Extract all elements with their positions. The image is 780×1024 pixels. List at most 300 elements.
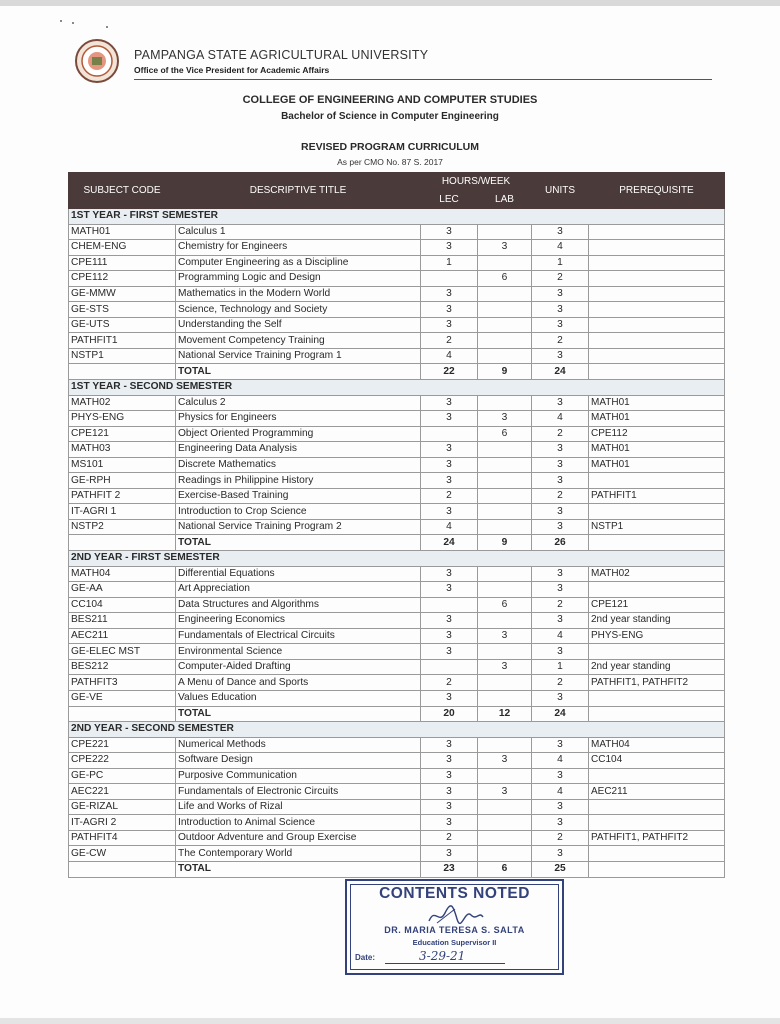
subject-code: PATHFIT1 — [69, 333, 176, 349]
units: 3 — [532, 519, 589, 535]
total-lec: 20 — [421, 706, 478, 722]
col-subject-code: SUBJECT CODE — [69, 173, 176, 209]
descriptive-title: Environmental Science — [176, 644, 421, 660]
lab-hours: 3 — [478, 240, 532, 256]
scan-specks — [58, 18, 118, 38]
descriptive-title: Readings in Philippine History — [176, 473, 421, 489]
prerequisite — [589, 255, 725, 271]
course-row — [69, 846, 725, 862]
lec-hours: 3 — [421, 224, 478, 240]
subject-code: CHEM-ENG — [69, 240, 176, 256]
subject-code: BES212 — [69, 659, 176, 675]
lec-hours — [421, 426, 478, 442]
course-row — [69, 613, 725, 629]
prerequisite — [589, 690, 725, 706]
units: 2 — [532, 830, 589, 846]
prerequisite — [589, 286, 725, 302]
course-row — [69, 784, 725, 800]
prerequisite: MATH01 — [589, 411, 725, 427]
total-lab: 9 — [478, 535, 532, 551]
lec-hours: 3 — [421, 302, 478, 318]
program-name: Bachelor of Science in Computer Engineering — [281, 111, 499, 122]
subject-code: CPE112 — [69, 271, 176, 287]
subject-code: NSTP2 — [69, 519, 176, 535]
stamp-signatory-name: DR. MARIA TERESA S. SALTA — [384, 925, 525, 935]
descriptive-title: Differential Equations — [176, 566, 421, 582]
lab-hours: 3 — [478, 628, 532, 644]
lec-hours: 2 — [421, 488, 478, 504]
semester-title: 2ND YEAR - SECOND SEMESTER — [69, 722, 725, 738]
prerequisite: MATH01 — [589, 395, 725, 411]
prerequisite: CC104 — [589, 753, 725, 769]
university-seal-icon — [72, 38, 122, 84]
course-row — [69, 255, 725, 271]
course-row — [69, 675, 725, 691]
units: 4 — [532, 628, 589, 644]
descriptive-title: Data Structures and Algorithms — [176, 597, 421, 613]
lec-hours: 3 — [421, 799, 478, 815]
descriptive-title: Life and Works of Rizal — [176, 799, 421, 815]
lec-hours: 3 — [421, 442, 478, 458]
prerequisite: 2nd year standing — [589, 659, 725, 675]
lec-hours: 3 — [421, 457, 478, 473]
course-row — [69, 830, 725, 846]
descriptive-title: Purposive Communication — [176, 768, 421, 784]
descriptive-title: Science, Technology and Society — [176, 302, 421, 318]
lec-hours: 3 — [421, 504, 478, 520]
lec-hours: 4 — [421, 519, 478, 535]
lec-hours: 1 — [421, 255, 478, 271]
letterhead — [72, 38, 712, 83]
prerequisite: MATH02 — [589, 566, 725, 582]
col-hours-week: HOURS/WEEK — [421, 173, 532, 192]
units: 2 — [532, 426, 589, 442]
units: 3 — [532, 815, 589, 831]
lec-hours: 3 — [421, 395, 478, 411]
units: 3 — [532, 582, 589, 598]
descriptive-title: Discrete Mathematics — [176, 457, 421, 473]
subject-code: GE-RPH — [69, 473, 176, 489]
subject-code: PATHFIT 2 — [69, 488, 176, 504]
lec-hours: 3 — [421, 317, 478, 333]
subject-code: MS101 — [69, 457, 176, 473]
total-lab: 12 — [478, 706, 532, 722]
course-row — [69, 815, 725, 831]
total-blank — [589, 861, 725, 877]
header-rule — [134, 79, 712, 80]
total-lec: 24 — [421, 535, 478, 551]
total-blank — [69, 364, 176, 380]
subject-code: CPE121 — [69, 426, 176, 442]
units: 2 — [532, 488, 589, 504]
prerequisite — [589, 302, 725, 318]
lec-hours: 3 — [421, 768, 478, 784]
lab-hours — [478, 395, 532, 411]
total-blank — [69, 861, 176, 877]
lab-hours — [478, 473, 532, 489]
prerequisite: MATH04 — [589, 737, 725, 753]
course-row — [69, 426, 725, 442]
course-row — [69, 519, 725, 535]
lec-hours: 3 — [421, 240, 478, 256]
semester-header-row — [69, 380, 725, 396]
lab-hours — [478, 644, 532, 660]
units: 3 — [532, 566, 589, 582]
lec-hours: 3 — [421, 286, 478, 302]
subject-code: GE-UTS — [69, 317, 176, 333]
course-row — [69, 644, 725, 660]
prerequisite: CPE112 — [589, 426, 725, 442]
units: 3 — [532, 768, 589, 784]
total-units: 24 — [532, 706, 589, 722]
lab-hours — [478, 675, 532, 691]
descriptive-title: Introduction to Crop Science — [176, 504, 421, 520]
subject-code: AEC221 — [69, 784, 176, 800]
stamp-date-line — [385, 963, 505, 964]
lec-hours — [421, 659, 478, 675]
units: 3 — [532, 846, 589, 862]
units: 4 — [532, 411, 589, 427]
descriptive-title: National Service Training Program 1 — [176, 348, 421, 364]
descriptive-title: Movement Competency Training — [176, 333, 421, 349]
subject-code: GE-MMW — [69, 286, 176, 302]
descriptive-title: Calculus 2 — [176, 395, 421, 411]
lab-hours — [478, 613, 532, 629]
prerequisite — [589, 240, 725, 256]
total-lab: 6 — [478, 861, 532, 877]
units: 3 — [532, 442, 589, 458]
semester-header-row — [69, 551, 725, 567]
prerequisite — [589, 473, 725, 489]
total-blank — [69, 535, 176, 551]
course-row — [69, 768, 725, 784]
lab-hours — [478, 737, 532, 753]
descriptive-title: National Service Training Program 2 — [176, 519, 421, 535]
stamp-title: CONTENTS NOTED — [379, 885, 530, 902]
course-row — [69, 799, 725, 815]
units: 3 — [532, 613, 589, 629]
descriptive-title: Engineering Economics — [176, 613, 421, 629]
units: 3 — [532, 504, 589, 520]
course-row — [69, 659, 725, 675]
course-row — [69, 597, 725, 613]
prerequisite — [589, 846, 725, 862]
units: 3 — [532, 473, 589, 489]
subject-code: CC104 — [69, 597, 176, 613]
subject-code: NSTP1 — [69, 348, 176, 364]
descriptive-title: Physics for Engineers — [176, 411, 421, 427]
course-row — [69, 302, 725, 318]
scan-edge-bottom — [0, 1018, 780, 1024]
descriptive-title: Introduction to Animal Science — [176, 815, 421, 831]
lab-hours — [478, 830, 532, 846]
subject-code: BES211 — [69, 613, 176, 629]
lab-hours: 6 — [478, 426, 532, 442]
lab-hours: 6 — [478, 597, 532, 613]
subject-code: CPE111 — [69, 255, 176, 271]
subject-code: GE-AA — [69, 582, 176, 598]
units: 3 — [532, 302, 589, 318]
descriptive-title: A Menu of Dance and Sports — [176, 675, 421, 691]
prerequisite — [589, 768, 725, 784]
descriptive-title: Numerical Methods — [176, 737, 421, 753]
prerequisite — [589, 644, 725, 660]
course-row — [69, 473, 725, 489]
course-row — [69, 317, 725, 333]
prerequisite — [589, 317, 725, 333]
total-label: TOTAL — [176, 706, 421, 722]
units: 3 — [532, 690, 589, 706]
lab-hours — [478, 690, 532, 706]
total-lec: 22 — [421, 364, 478, 380]
prerequisite: MATH01 — [589, 442, 725, 458]
units: 3 — [532, 224, 589, 240]
subject-code: MATH03 — [69, 442, 176, 458]
lab-hours — [478, 286, 532, 302]
lec-hours: 2 — [421, 830, 478, 846]
lec-hours: 4 — [421, 348, 478, 364]
prerequisite — [589, 582, 725, 598]
units: 4 — [532, 784, 589, 800]
descriptive-title: Computer-Aided Drafting — [176, 659, 421, 675]
course-row — [69, 737, 725, 753]
university-name: PAMPANGA STATE AGRICULTURAL UNIVERSITY — [134, 48, 429, 62]
course-row — [69, 224, 725, 240]
units: 3 — [532, 317, 589, 333]
total-units: 25 — [532, 861, 589, 877]
col-units: UNITS — [532, 173, 589, 209]
lec-hours: 3 — [421, 815, 478, 831]
semester-header-row — [69, 722, 725, 738]
subject-code: MATH01 — [69, 224, 176, 240]
subject-code: GE-RIZAL — [69, 799, 176, 815]
subject-code: GE-STS — [69, 302, 176, 318]
lab-hours: 3 — [478, 659, 532, 675]
descriptive-title: Fundamentals of Electrical Circuits — [176, 628, 421, 644]
semester-title: 2ND YEAR - FIRST SEMESTER — [69, 551, 725, 567]
units: 3 — [532, 737, 589, 753]
total-blank — [69, 706, 176, 722]
course-row — [69, 333, 725, 349]
course-row — [69, 690, 725, 706]
prerequisite — [589, 348, 725, 364]
semester-total-row — [69, 706, 725, 722]
units: 3 — [532, 644, 589, 660]
stamp-date-label: Date: — [355, 953, 376, 962]
total-lab: 9 — [478, 364, 532, 380]
total-label: TOTAL — [176, 535, 421, 551]
course-row — [69, 240, 725, 256]
course-row — [69, 753, 725, 769]
total-units: 26 — [532, 535, 589, 551]
total-blank — [589, 706, 725, 722]
course-row — [69, 504, 725, 520]
lab-hours — [478, 582, 532, 598]
descriptive-title: Exercise-Based Training — [176, 488, 421, 504]
units: 1 — [532, 255, 589, 271]
descriptive-title: Programming Logic and Design — [176, 271, 421, 287]
subject-code: CPE221 — [69, 737, 176, 753]
course-row — [69, 442, 725, 458]
subject-code: GE-ELEC MST — [69, 644, 176, 660]
lec-hours: 3 — [421, 644, 478, 660]
prerequisite: PATHFIT1, PATHFIT2 — [589, 675, 725, 691]
lec-hours: 2 — [421, 675, 478, 691]
lec-hours: 3 — [421, 473, 478, 489]
prerequisite: CPE121 — [589, 597, 725, 613]
descriptive-title: Understanding the Self — [176, 317, 421, 333]
prerequisite — [589, 799, 725, 815]
lab-hours: 3 — [478, 411, 532, 427]
subject-code: GE-CW — [69, 846, 176, 862]
col-prerequisite: PREREQUISITE — [589, 173, 725, 209]
signature-icon — [425, 903, 485, 927]
lab-hours: 6 — [478, 271, 532, 287]
col-lec: LEC — [421, 192, 478, 209]
lab-hours — [478, 815, 532, 831]
total-lec: 23 — [421, 861, 478, 877]
lab-hours — [478, 799, 532, 815]
descriptive-title: Computer Engineering as a Discipline — [176, 255, 421, 271]
descriptive-title: Software Design — [176, 753, 421, 769]
lab-hours — [478, 348, 532, 364]
col-lab: LAB — [478, 192, 532, 209]
lec-hours: 3 — [421, 846, 478, 862]
lab-hours — [478, 317, 532, 333]
course-row — [69, 488, 725, 504]
subject-code: PATHFIT3 — [69, 675, 176, 691]
lec-hours: 3 — [421, 582, 478, 598]
prerequisite — [589, 504, 725, 520]
lec-hours: 2 — [421, 333, 478, 349]
course-row — [69, 457, 725, 473]
subject-code: GE-PC — [69, 768, 176, 784]
lec-hours: 3 — [421, 628, 478, 644]
office-name: Office of the Vice President for Academic Affairs — [134, 65, 330, 75]
course-row — [69, 348, 725, 364]
units: 3 — [532, 286, 589, 302]
semester-total-row — [69, 861, 725, 877]
descriptive-title: Engineering Data Analysis — [176, 442, 421, 458]
lec-hours: 3 — [421, 784, 478, 800]
lab-hours — [478, 566, 532, 582]
prerequisite: MATH01 — [589, 457, 725, 473]
course-row — [69, 628, 725, 644]
course-row — [69, 411, 725, 427]
stamp-signatory-role: Education Supervisor II — [412, 938, 497, 947]
lec-hours — [421, 271, 478, 287]
course-row — [69, 566, 725, 582]
prerequisite: NSTP1 — [589, 519, 725, 535]
lab-hours: 3 — [478, 784, 532, 800]
units: 3 — [532, 457, 589, 473]
college-name: COLLEGE OF ENGINEERING AND COMPUTER STUDIES — [242, 94, 538, 106]
lab-hours — [478, 768, 532, 784]
prerequisite: PATHFIT1, PATHFIT2 — [589, 830, 725, 846]
lec-hours: 3 — [421, 753, 478, 769]
total-blank — [589, 535, 725, 551]
subject-code: IT-AGRI 2 — [69, 815, 176, 831]
document-title: REVISED PROGRAM CURRICULUM — [301, 141, 479, 153]
course-row — [69, 286, 725, 302]
units: 4 — [532, 240, 589, 256]
descriptive-title: Mathematics in the Modern World — [176, 286, 421, 302]
semester-title: 1ST YEAR - FIRST SEMESTER — [69, 209, 725, 225]
prerequisite — [589, 333, 725, 349]
units: 3 — [532, 799, 589, 815]
semester-header-row — [69, 209, 725, 225]
prerequisite: AEC211 — [589, 784, 725, 800]
semester-total-row — [69, 364, 725, 380]
lab-hours: 3 — [478, 753, 532, 769]
lab-hours — [478, 457, 532, 473]
lab-hours — [478, 846, 532, 862]
total-label: TOTAL — [176, 861, 421, 877]
descriptive-title: Outdoor Adventure and Group Exercise — [176, 830, 421, 846]
lab-hours — [478, 333, 532, 349]
subject-code: AEC211 — [69, 628, 176, 644]
descriptive-title: Chemistry for Engineers — [176, 240, 421, 256]
units: 2 — [532, 271, 589, 287]
total-label: TOTAL — [176, 364, 421, 380]
subject-code: MATH02 — [69, 395, 176, 411]
course-row — [69, 271, 725, 287]
lab-hours — [478, 442, 532, 458]
units: 3 — [532, 348, 589, 364]
units: 2 — [532, 333, 589, 349]
units: 3 — [532, 395, 589, 411]
stamp-date-value: 3-29-21 — [419, 949, 466, 963]
descriptive-title: Fundamentals of Electronic Circuits — [176, 784, 421, 800]
lec-hours: 3 — [421, 613, 478, 629]
descriptive-title: Object Oriented Programming — [176, 426, 421, 442]
units: 2 — [532, 597, 589, 613]
prerequisite — [589, 224, 725, 240]
prerequisite — [589, 271, 725, 287]
prerequisite: PATHFIT1 — [589, 488, 725, 504]
lab-hours — [478, 519, 532, 535]
descriptive-title: Values Education — [176, 690, 421, 706]
lab-hours — [478, 488, 532, 504]
col-descriptive-title: DESCRIPTIVE TITLE — [176, 173, 421, 209]
prerequisite: PHYS-ENG — [589, 628, 725, 644]
cmo-reference: As per CMO No. 87 S. 2017 — [337, 157, 443, 167]
subject-code: MATH04 — [69, 566, 176, 582]
lec-hours: 3 — [421, 566, 478, 582]
lec-hours: 3 — [421, 737, 478, 753]
lab-hours — [478, 224, 532, 240]
curriculum-table — [68, 172, 725, 878]
course-row — [69, 395, 725, 411]
subject-code: GE-VE — [69, 690, 176, 706]
descriptive-title: The Contemporary World — [176, 846, 421, 862]
prerequisite — [589, 815, 725, 831]
subject-code: PHYS-ENG — [69, 411, 176, 427]
lec-hours — [421, 597, 478, 613]
lab-hours — [478, 302, 532, 318]
lec-hours: 3 — [421, 411, 478, 427]
contents-noted-stamp — [345, 879, 564, 975]
units: 1 — [532, 659, 589, 675]
descriptive-title: Calculus 1 — [176, 224, 421, 240]
course-row — [69, 582, 725, 598]
scan-edge — [0, 0, 780, 6]
lec-hours: 3 — [421, 690, 478, 706]
prerequisite: 2nd year standing — [589, 613, 725, 629]
subject-code: PATHFIT4 — [69, 830, 176, 846]
semester-title: 1ST YEAR - SECOND SEMESTER — [69, 380, 725, 396]
descriptive-title: Art Appreciation — [176, 582, 421, 598]
